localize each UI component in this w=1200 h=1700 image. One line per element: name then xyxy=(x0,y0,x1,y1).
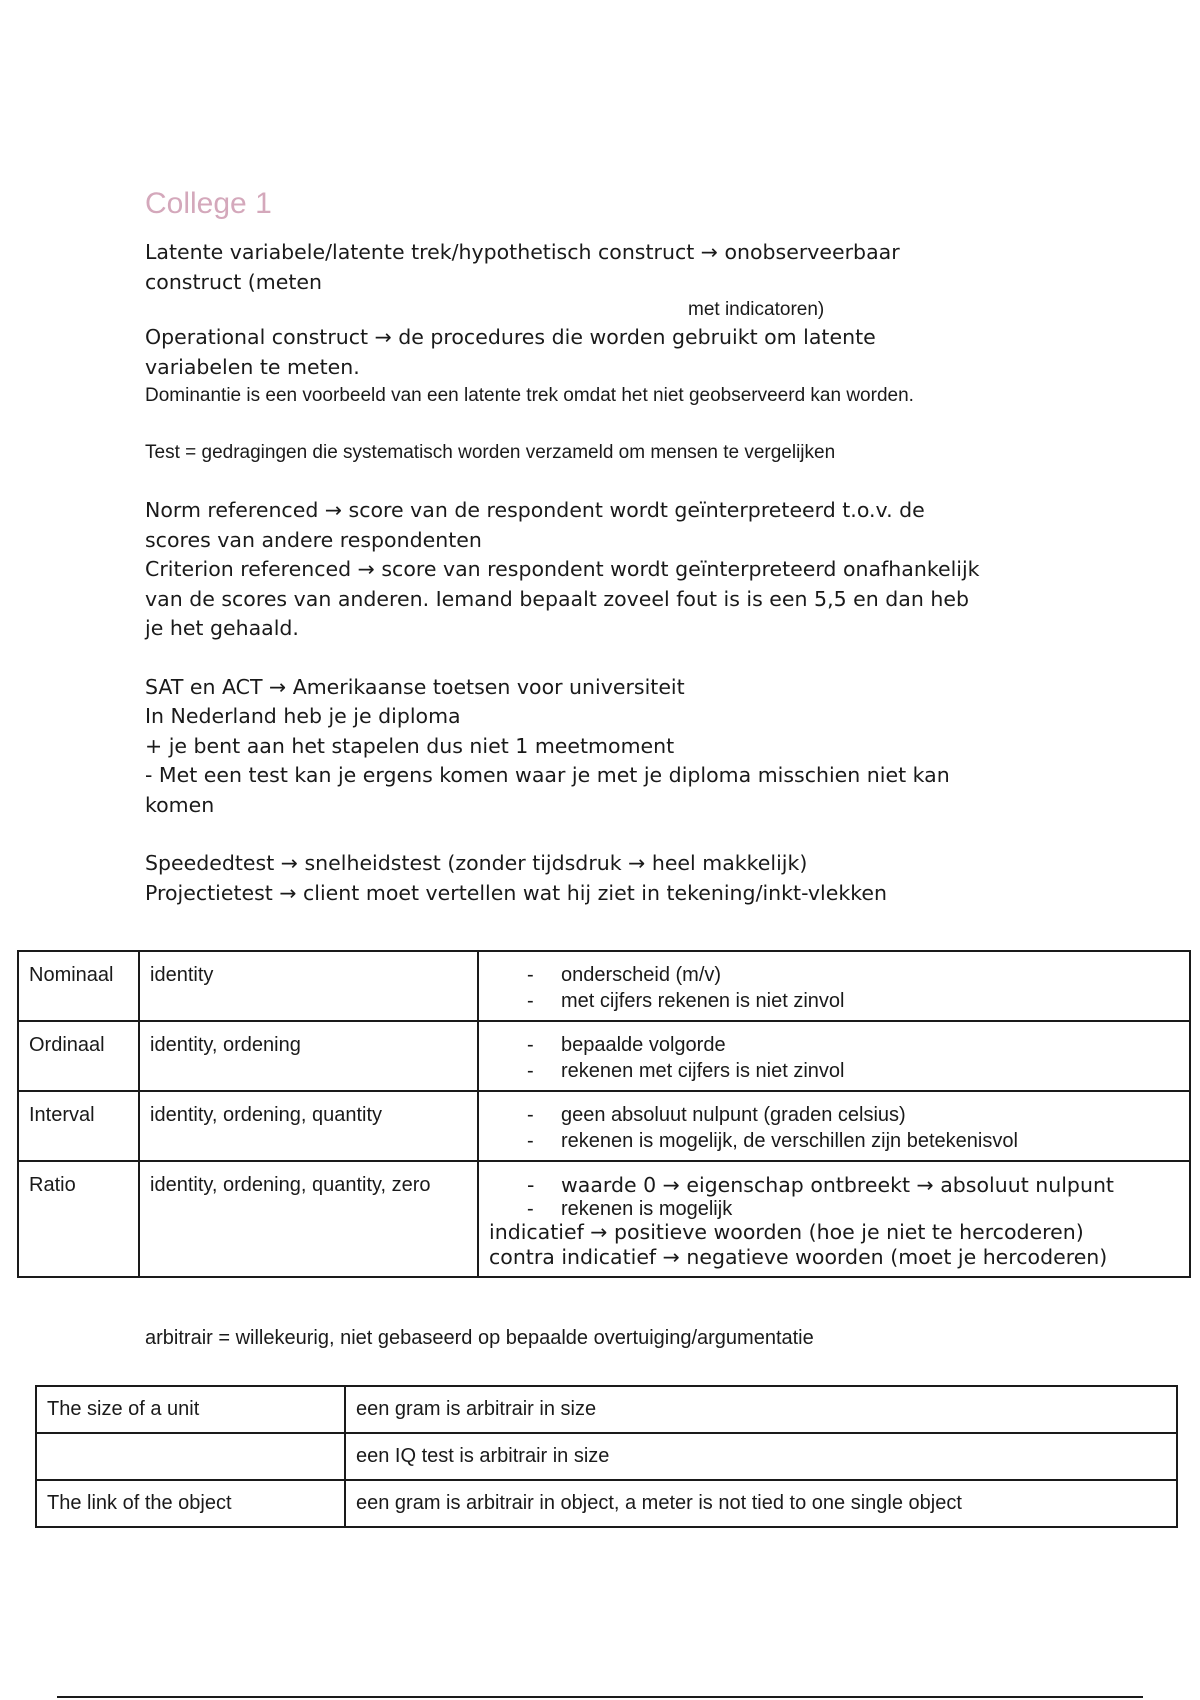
table-row xyxy=(36,1433,1177,1480)
scale-description-cell xyxy=(478,1091,1190,1161)
scale-description-cell xyxy=(478,951,1190,1021)
list-item: - met cijfers rekenen is niet zinvol xyxy=(489,988,1179,1014)
list-item: - geen absoluut nulpunt (graden celsius) xyxy=(489,1102,1179,1128)
bullet-list xyxy=(489,1102,1179,1154)
list-item: - rekenen is mogelijk, de verschillen zijn betekenisvol xyxy=(489,1128,1179,1154)
list-item: - onderscheid (m/v) xyxy=(489,962,1179,988)
spacer xyxy=(145,410,1075,439)
footer-divider xyxy=(57,1696,1143,1698)
table-cell xyxy=(36,1433,345,1480)
spacer xyxy=(145,644,1075,673)
arbitrary-units-table xyxy=(35,1385,1178,1528)
note-line: Operational construct → de procedures die worden gebruikt om latente xyxy=(145,325,876,349)
note-line: Dominantie is een voorbeeld van een latente trek omdat het niet geobserveerd kan worden. xyxy=(145,385,914,406)
note-line: - Met een test kan je ergens komen waar je met je diploma misschien niet kan xyxy=(145,763,950,787)
table-cell: een gram is arbitrair in size xyxy=(345,1386,1177,1433)
note-line: je het gehaald. xyxy=(145,616,299,640)
note-line: Norm referenced → score van de respondent wordt geïnterpreteerd t.o.v. de xyxy=(145,498,925,522)
table-row xyxy=(18,951,1190,1021)
notes-body xyxy=(145,238,1075,908)
table-row xyxy=(36,1386,1177,1433)
scale-description-cell xyxy=(478,1161,1190,1277)
note-line: scores van andere respondenten xyxy=(145,527,482,552)
scale-properties-cell: identity, ordening xyxy=(139,1021,478,1091)
note-line: SAT en ACT → Amerikaanse toetsen voor universiteit xyxy=(145,674,685,699)
note-line: Speededtest → snelheidstest (zonder tijdsdruk → heel makkelijk) xyxy=(145,851,808,875)
list-item: - bepaalde volgorde xyxy=(489,1032,1179,1058)
table-row xyxy=(18,1091,1190,1161)
table-cell: een gram is arbitrair in object, a meter is not tied to one single object xyxy=(345,1480,1177,1527)
list-item: - rekenen met cijfers is niet zinvol xyxy=(489,1058,1179,1084)
spacer xyxy=(145,467,1075,496)
note-line: met indicatoren) xyxy=(688,299,825,320)
cell-text: contra indicatief → negatieve woorden (moet je hercoderen) xyxy=(489,1245,1108,1269)
note-line: variabelen te meten. xyxy=(145,354,360,379)
scale-properties-cell: identity, ordening, quantity xyxy=(139,1091,478,1161)
note-line: construct (meten xyxy=(145,269,322,294)
definition-note: arbitrair = willekeurig, niet gebaseerd op bepaalde overtuiging/argumentatie xyxy=(145,1327,814,1349)
scale-name-cell: Ratio xyxy=(18,1161,139,1277)
bullet-list xyxy=(489,962,1179,1014)
note-line: Latente variabele/latente trek/hypothetisch construct → onobserveerbaar xyxy=(145,240,900,264)
table-row xyxy=(18,1161,1190,1277)
note-line: Test = gedragingen die systematisch worden verzameld om mensen te vergelijken xyxy=(145,442,836,463)
page-title: College 1 xyxy=(145,187,272,220)
scale-name-cell: Nominaal xyxy=(18,951,139,1021)
list-item: - rekenen is mogelijk xyxy=(489,1198,1179,1220)
note-line: In Nederland heb je je diploma xyxy=(145,704,461,728)
note-line: van de scores van anderen. Iemand bepaalt zoveel fout is is een 5,5 en dan heb xyxy=(145,586,969,611)
note-line: Projectietest → client moet vertellen wat hij ziet in tekening/inkt-vlekken xyxy=(145,880,887,905)
cell-text: indicatief → positieve woorden (hoe je niet te hercoderen) xyxy=(489,1220,1084,1244)
table-cell: The size of a unit xyxy=(36,1386,345,1433)
bullet-list xyxy=(489,1032,1179,1084)
note-line: + je bent aan het stapelen dus niet 1 meetmoment xyxy=(145,733,675,758)
list-item: - waarde 0 → eigenschap ontbreekt → absoluut nulpunt xyxy=(489,1172,1179,1198)
table-row xyxy=(18,1021,1190,1091)
scale-name-cell: Ordinaal xyxy=(18,1021,139,1091)
note-line: Criterion referenced → score van respondent wordt geïnterpreteerd onafhankelijk xyxy=(145,557,980,581)
note-line: komen xyxy=(145,792,215,817)
measurement-scales-table xyxy=(17,950,1191,1278)
scale-properties-cell: identity, ordening, quantity, zero xyxy=(139,1161,478,1277)
table-row xyxy=(36,1480,1177,1527)
table-cell: The link of the object xyxy=(36,1480,345,1527)
table-cell: een IQ test is arbitrair in size xyxy=(345,1433,1177,1480)
bullet-list xyxy=(489,1172,1179,1220)
scale-description-cell xyxy=(478,1021,1190,1091)
spacer xyxy=(145,820,1075,849)
scale-properties-cell: identity xyxy=(139,951,478,1021)
scale-name-cell: Interval xyxy=(18,1091,139,1161)
